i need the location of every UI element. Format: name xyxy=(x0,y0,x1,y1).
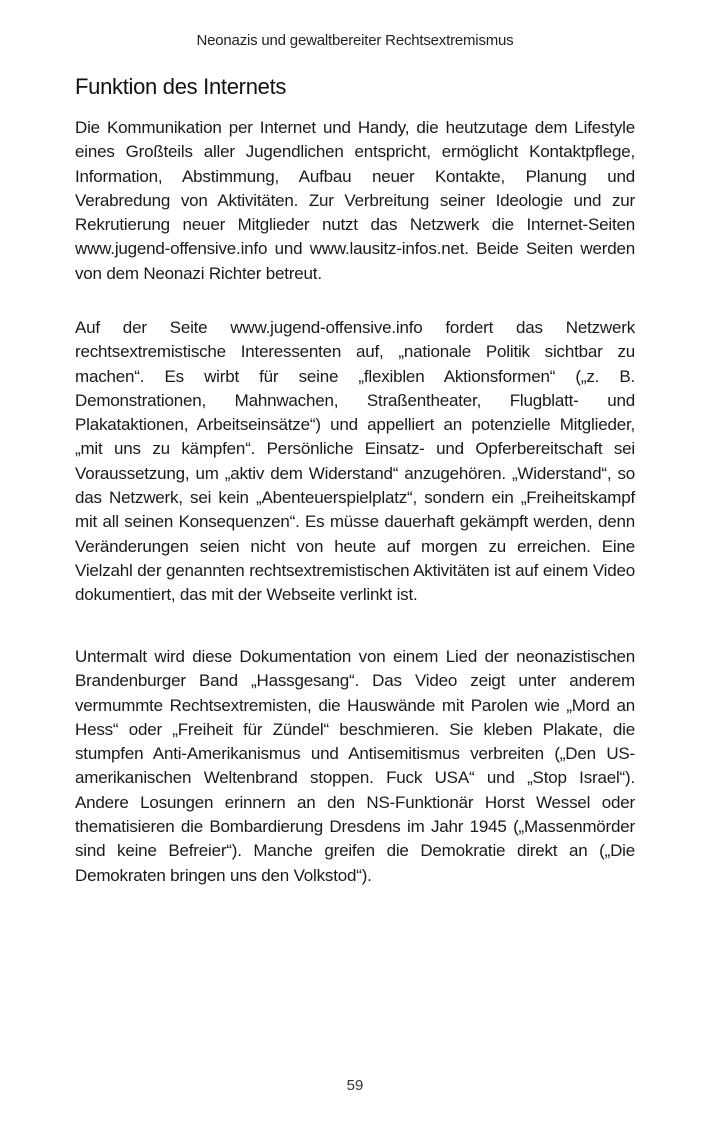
running-header: Neonazis und gewaltbereiter Rechtsextremismus xyxy=(196,32,514,49)
page-number: 59 xyxy=(346,1077,364,1094)
paragraph-website-content: Auf der Seite www.jugend-offensive.info fordert das Netzwerk rechtsextremistische Interessenten auf, „nationale Politik sichtbar zu machen“. Es wirbt für seine „flexiblen Aktionsformen“ („z. B. Demonstrationen, Mahnwachen, Straßentheater, Flugblatt- und Plakataktionen, Arbeitseinsätze“) und appelliert an potenzielle Mitglieder, „mit uns zu kämpfen“. Persönliche Einsatz- und Opferbereitschaft sei Voraussetzung, um „aktiv dem Widerstand“ anzugehören. „Widerstand“, so das Netzwerk, sei kein „Abenteuerspielplatz“, sondern ein „Freiheitskampf mit all seinen Konsequenzen“. Es müsse dauerhaft gekämpft werden, denn Veränderungen seien nicht von heute auf morgen zu erreichen. Eine Vielzahl der genannten rechtsextremistischen Aktivitäten ist auf einem Video dokumentiert, das mit der Webseite verlinkt ist. xyxy=(75,318,635,605)
section-title: Funktion des Internets xyxy=(75,74,287,99)
paragraph-video-documentation: Untermalt wird diese Dokumentation von einem Lied der neonazistischen Brandenburger Band „Hassgesang“. Das Video zeigt unter anderem vermummte Rechtsextremisten, die Hauswände mit Parolen wie „Mord an Hess“ oder „Freiheit für Zündel“ beschmieren. Sie kleben Plakate, die stumpfen Anti-Amerikanismus und Antisemitismus verbreiten („Den US-amerikanischen Weltenbrand stoppen. Fuck USA“ und „Stop Israel“). Andere Losungen erinnern an den NS-Funktionär Horst Wessel oder thematisieren die Bombardierung Dresdens im Jahr 1945 („Massenmörder sind keine Befreier“). Manche greifen die Demokratie direkt an („Die Demokraten bringen uns den Volkstod“). xyxy=(75,647,635,885)
paragraph-internet-communication: Die Kommunikation per Internet und Handy, die heutzutage dem Lifestyle eines Großteils aller Jugendlichen entspricht, ermöglicht Kontaktpflege, Information, Abstimmung, Aufbau neuer Kontakte, Planung und Verabredung von Aktivitäten. Zur Verbreitung seiner Ideologie und zur Rekrutierung neuer Mitglieder nutzt das Netzwerk die Internet-Seiten www.jugend-offensive.info und www.lausitz-infos.net. Beide Seiten werden von dem Neonazi Richter betreut. xyxy=(75,118,635,283)
